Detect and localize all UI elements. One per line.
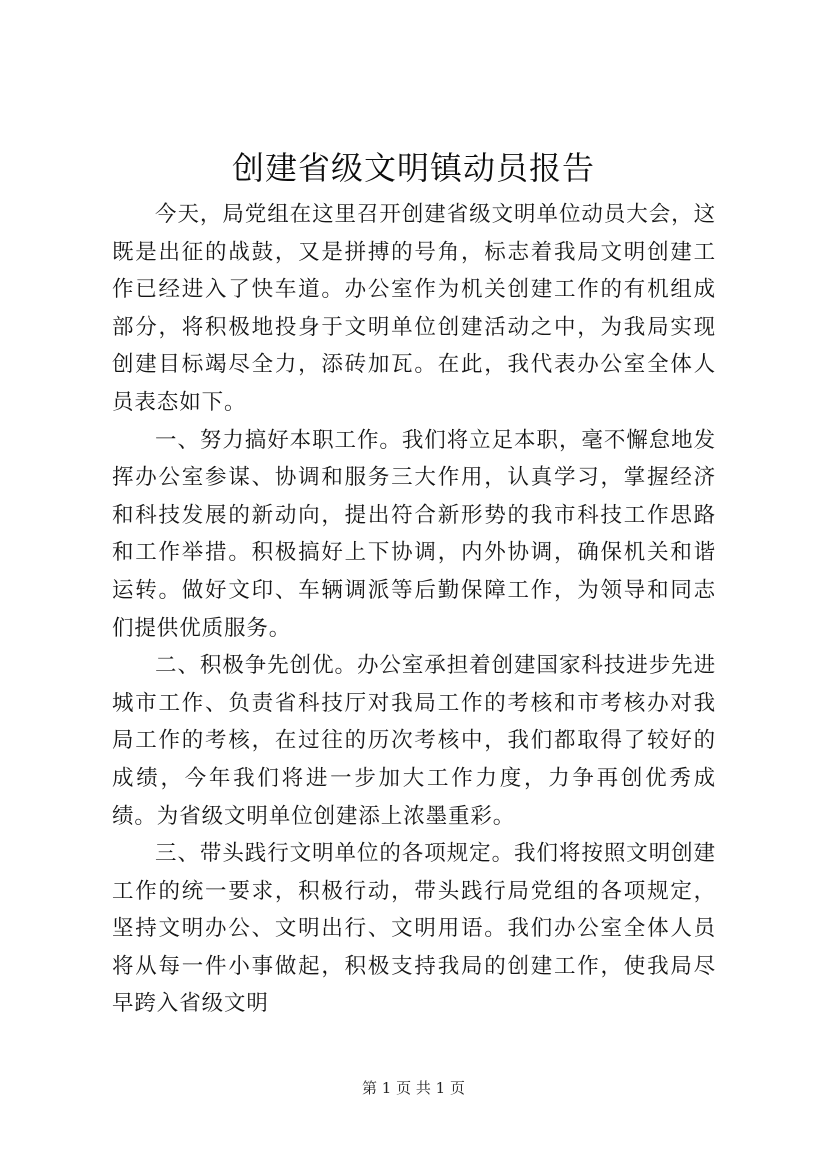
paragraph-intro: 今天，局党组在这里召开创建省级文明单位动员大会，这既是出征的战鼓，又是拼搏的号角，标志着我局文明创建工作已经进入了快车道。办公室作为机关创建工作的有机组成部分，将积极地投身于文明单位创建活动之中，为我局实现创建目标竭尽全力，添砖加瓦。在此，我代表办公室全体人员表态如下。 (112, 202, 716, 415)
document-body (112, 196, 716, 1023)
document-title: 创建省级文明镇动员报告 (231, 149, 595, 187)
paragraph-point-two: 二、积极争先创优。办公室承担着创建国家科技进步先进城市工作、负责省科技厅对我局工作的考核和市考核办对我局工作的考核，在过往的历次考核中，我们都取得了较好的成绩，今年我们将进一步加大工作力度，力争再创优秀成绩。为省级文明单位创建添上浓墨重彩。 (112, 653, 716, 829)
paragraph-point-three: 三、带头践行文明单位的各项规定。我们将按照文明创建工作的统一要求，积极行动，带头践行局党组的各项规定，坚持文明办公、文明出行、文明用语。我们办公室全体人员将从每一件小事做起，积极支持我局的创建工作，使我局尽早跨入省级文明 (112, 841, 716, 1017)
page-footer: 第 1 页 共 1 页 (362, 1079, 465, 1097)
paragraph-point-one: 一、努力搞好本职工作。我们将立足本职，毫不懈怠地发挥办公室参谋、协调和服务三大作用，认真学习，掌握经济和科技发展的新动向，提出符合新形势的我市科技工作思路和工作举措。积极搞好上下协调，内外协调，确保机关和谐运转。做好文印、车辆调派等后勤保障工作，为领导和同志们提供优质服务。 (112, 427, 716, 641)
